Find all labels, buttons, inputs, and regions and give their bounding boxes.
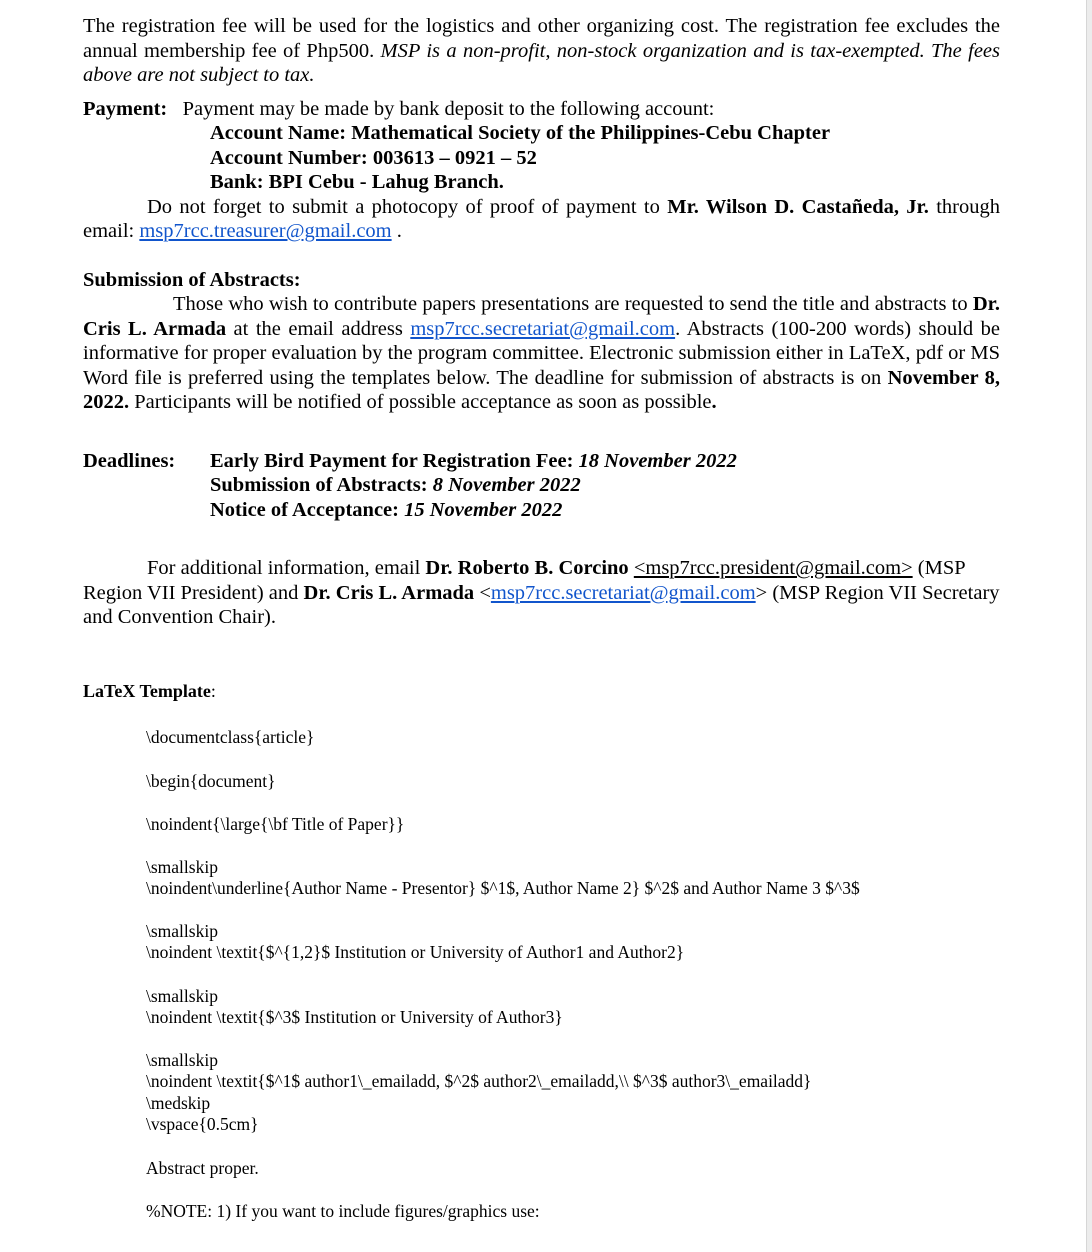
deadlines-label: Deadlines: xyxy=(83,449,176,472)
template-line: \medskip xyxy=(146,1092,211,1113)
secretary-name: Dr. Cris L. Armada xyxy=(83,293,1000,340)
template-line: \noindent \textit{$^1$ author1\_emailadd, $^2$ author2\_emailadd,\\ $^3$ author3\_emailadd} xyxy=(146,1071,812,1091)
payment-label: Payment: xyxy=(83,97,168,120)
abstracts-period: . xyxy=(711,391,717,413)
template-line: \noindent{\large{\bf Title of Paper}} xyxy=(146,814,405,834)
deadline-label: Early Bird Payment for Registration Fee: xyxy=(210,449,579,472)
abstracts-heading xyxy=(83,268,1000,293)
abstracts-text-4: Participants will be notified of possible acceptance as soon as possible xyxy=(129,391,712,413)
abstracts-text-1: Those who wish to contribute papers presentations are requested to send the title and abstracts to xyxy=(173,293,973,315)
abstracts-paragraph xyxy=(83,292,1000,415)
latex-heading xyxy=(83,679,1000,704)
account-number: Account Number: 003613 – 0921 – 52 xyxy=(210,146,537,169)
deadlines-section xyxy=(83,449,1000,523)
contact-lt: < xyxy=(474,581,491,604)
payment-paragraph xyxy=(83,97,1000,122)
intro-text: The registration fee will be used for the logistics and other organizing cost. The registration fee excludes the annual membership fee of Php500. xyxy=(83,15,1000,62)
deadline-label: Submission of Abstracts: xyxy=(210,474,433,496)
contact-text-2: (MSP Region VII President) and xyxy=(83,557,965,604)
template-line: \vspace{0.5cm} xyxy=(146,1114,259,1134)
deadline-date: 8 November 2022 xyxy=(432,474,581,496)
latex-heading-text: LaTeX Template xyxy=(83,680,211,701)
president-name: Dr. Roberto B. Corcino xyxy=(425,557,629,579)
deadline-item xyxy=(210,473,737,498)
treasurer-email-link[interactable]: msp7rcc.treasurer@gmail.com xyxy=(139,220,392,242)
deadlines-list xyxy=(210,449,737,523)
contact-secretary-name: Dr. Cris L. Armada xyxy=(303,581,475,604)
abstract-deadline: November 8, 2022. xyxy=(83,366,1000,413)
template-line: \smallskip xyxy=(146,856,218,877)
document-content xyxy=(83,14,1000,1223)
secretariat-email-link[interactable]: msp7rcc.secretariat@gmail.com xyxy=(410,317,676,340)
deadline-label: Notice of Acceptance: xyxy=(210,498,405,521)
contact-text-3: > (MSP Region VII Secretary and Convention Chair). xyxy=(83,581,1000,628)
payment-text: Payment may be made by bank deposit to the following account: xyxy=(182,97,715,120)
template-line: \smallskip xyxy=(146,920,218,941)
template-line: \smallskip xyxy=(146,985,218,1006)
abstracts-heading-text: Submission of Abstracts: xyxy=(83,268,301,291)
treasurer-name: Mr. Wilson D. Castañeda, Jr. xyxy=(667,195,929,218)
bank-name: Bank: BPI Cebu - Lahug Branch. xyxy=(210,171,504,193)
template-line: \begin{document} xyxy=(146,770,276,791)
deadline-date: 18 November 2022 xyxy=(578,449,737,472)
template-line: \smallskip xyxy=(146,1049,218,1070)
proof-tail: . xyxy=(391,220,402,242)
deadline-item xyxy=(210,449,737,474)
president-email-link[interactable]: <msp7rcc.president@gmail.com> xyxy=(633,557,913,579)
deadline-item xyxy=(210,498,737,523)
tax-note: MSP is a non-profit, non-stock organization and is tax-exempted. The fees above are not subject to tax. xyxy=(83,39,1000,86)
abstracts-text-3: . Abstracts (100-200 words) should be informative for proper evaluation by the program committee. Electronic submission either in LaTeX, pdf or MS Word file is preferred using the templates below. The deadline for submission of abstracts is on xyxy=(83,317,1001,389)
contact-secretariat-email-link[interactable]: msp7rcc.secretariat@gmail.com xyxy=(490,581,756,604)
template-line: \noindent \textit{$^{1,2}$ Institution or University of Author1 and Author2} xyxy=(146,942,685,962)
latex-heading-colon: : xyxy=(210,680,216,701)
template-line: \documentclass{article} xyxy=(146,727,315,747)
template-line: %NOTE: 1) If you want to include figures/graphics use: xyxy=(146,1201,540,1221)
intro-paragraph xyxy=(83,14,1000,88)
contact-text-1: For additional information, email xyxy=(147,557,426,579)
template-line: \noindent\underline{Author Name - Presentor} $^1$, Author Name 2} $^2$ and Author Name 3 $^3$ xyxy=(146,878,860,898)
contact-paragraph xyxy=(83,556,1000,630)
latex-template xyxy=(83,703,1000,1223)
abstracts-text-2: at the email address xyxy=(226,317,411,340)
through-text: through email: xyxy=(83,195,1000,242)
account-name: Account Name: Mathematical Society of the Philippines-Cebu Chapter xyxy=(210,122,831,144)
template-line: Abstract proper. xyxy=(146,1157,259,1178)
template-line: \noindent \textit{$^3$ Institution or University of Author3} xyxy=(146,1007,563,1027)
deadline-date: 15 November 2022 xyxy=(404,498,563,521)
proof-paragraph xyxy=(83,195,1000,244)
proof-text: Do not forget to submit a photocopy of proof of payment to xyxy=(147,195,668,218)
